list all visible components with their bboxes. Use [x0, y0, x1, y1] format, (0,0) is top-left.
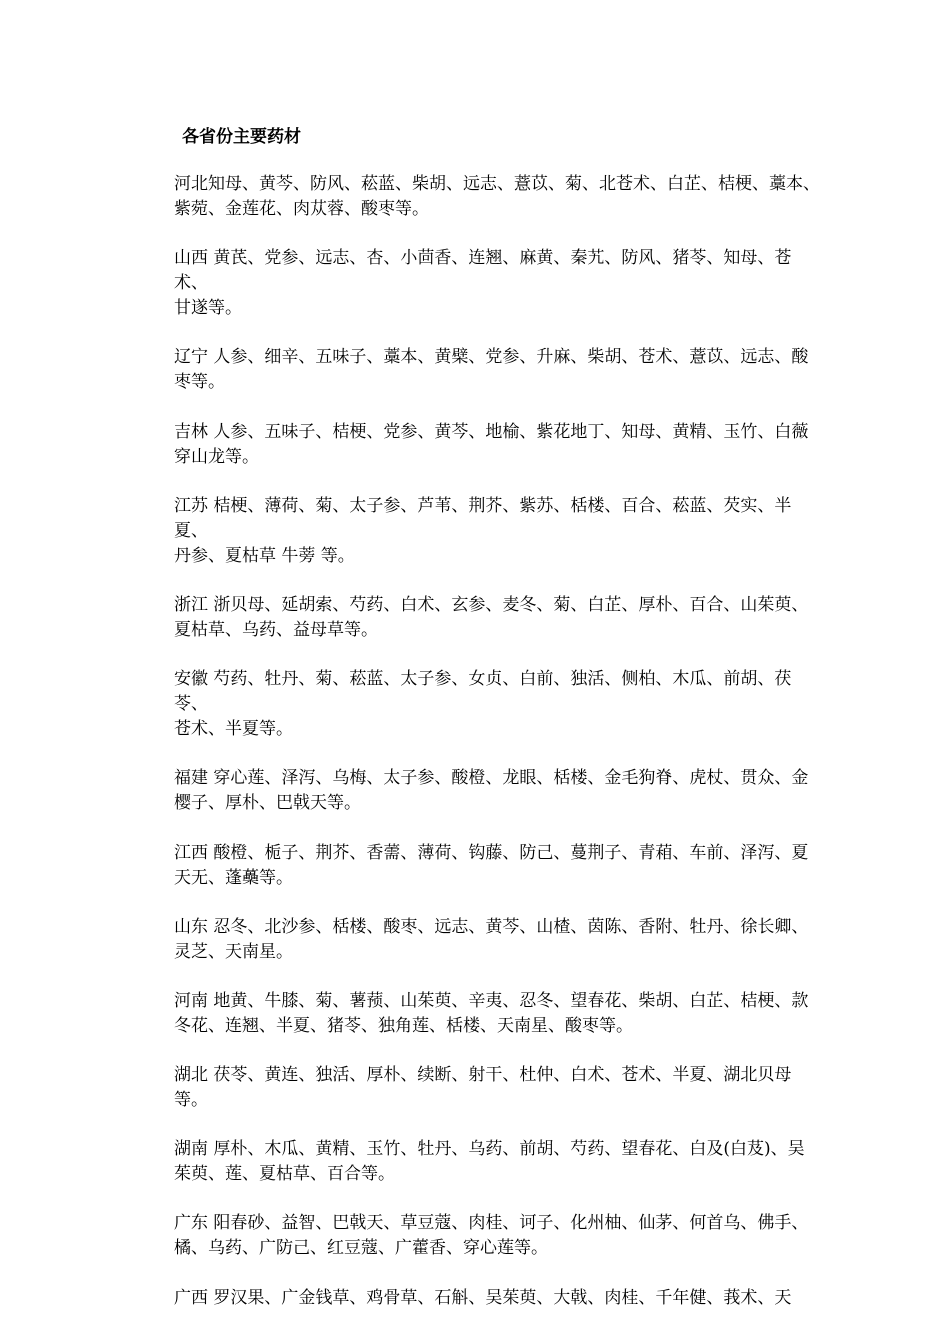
entry-line: 江西 酸橙、栀子、荆芥、香薷、薄荷、钩藤、防己、蔓荆子、青葙、车前、泽泻、夏 [174, 842, 809, 863]
entry-line: 辽宁 人参、细辛、五味子、藁本、黄檗、党参、升麻、柴胡、苍术、薏苡、远志、酸 [174, 347, 809, 368]
province-entry-hunan [174, 1137, 824, 1187]
entry-line: 广东 阳春砂、益智、巴戟天、草豆蔻、肉桂、诃子、化州柚、仙茅、何首乌、佛手、 [174, 1213, 809, 1234]
entry-line: 湖南 厚朴、木瓜、黄精、玉竹、牡丹、乌药、前胡、芍药、望春花、白及(白芨)、吴 [174, 1139, 805, 1160]
entry-line: 河南 地黄、牛膝、菊、薯蓣、山茱萸、辛夷、忍冬、望春花、柴胡、白芷、桔梗、款 [174, 990, 809, 1011]
entry-line: 夏枯草、乌药、益母草等。 [174, 619, 378, 640]
province-entry-liaoning [174, 345, 824, 395]
entry-line: 山西 黄芪、党参、远志、杏、小茴香、连翘、麻黄、秦艽、防风、猪苓、知母、苍术、 [174, 248, 792, 294]
entry-line: 苍术、半夏等。 [174, 719, 293, 740]
entry-line: 丹参、夏枯草 牛蒡 等。 [174, 545, 355, 566]
entry-line: 甘遂等。 [174, 298, 242, 319]
document-title: 各省份主要药材 [182, 127, 301, 147]
province-herb-list [174, 172, 824, 1335]
entry-line: 福建 穿心莲、泽泻、乌梅、太子参、酸橙、龙眼、栝楼、金毛狗脊、虎杖、贯众、金 [174, 768, 809, 789]
province-entry-guangxi [174, 1286, 824, 1311]
entry-line: 江苏 桔梗、薄荷、菊、太子参、芦苇、荆芥、紫苏、栝楼、百合、菘蓝、芡实、半夏、 [174, 495, 792, 541]
entry-line: 樱子、厚朴、巴戟天等。 [174, 793, 361, 814]
entry-line: 紫菀、金莲花、肉苁蓉、酸枣等。 [174, 199, 429, 219]
entry-line: 茱萸、莲、夏枯草、百合等。 [174, 1164, 395, 1185]
entry-line: 广西 罗汉果、广金钱草、鸡骨草、石斛、吴茱萸、大戟、肉桂、千年健、莪术、天 [174, 1287, 792, 1308]
province-entry-zhejiang [174, 593, 824, 643]
province-entry-anhui [174, 667, 824, 742]
province-entry-hubei [174, 1063, 824, 1113]
entry-line: 河北知母、黄芩、防风、菘蓝、柴胡、远志、薏苡、菊、北苍术、白芷、桔梗、藁本、 [174, 174, 820, 194]
province-entry-shanxi [174, 246, 824, 321]
province-entry-shandong [174, 915, 824, 965]
province-entry-henan [174, 989, 824, 1039]
province-entry-guangdong [174, 1211, 824, 1261]
entry-line: 橘、乌药、广防己、红豆蔻、广藿香、穿心莲等。 [174, 1238, 548, 1259]
province-entry-jilin [174, 420, 824, 470]
entry-line: 枣等。 [174, 372, 225, 393]
province-entry-jiangxi [174, 841, 824, 891]
province-entry-fujian [174, 766, 824, 816]
entry-line: 冬花、连翘、半夏、猪苓、独角莲、栝楼、天南星、酸枣等。 [174, 1015, 633, 1036]
province-entry-jiangsu [174, 494, 824, 569]
entry-line: 穿山龙等。 [174, 446, 259, 467]
entry-line: 天无、蓬蘽等。 [174, 867, 293, 888]
entry-line: 浙江 浙贝母、延胡索、芍药、白术、玄参、麦冬、菊、白芷、厚朴、百合、山茱萸、 [174, 594, 809, 615]
province-entry-hebei [174, 172, 824, 222]
entry-line: 安徽 芍药、牡丹、菊、菘蓝、太子参、女贞、白前、独活、侧柏、木瓜、前胡、茯苓、 [174, 669, 792, 715]
entry-line: 山东 忍冬、北沙参、栝楼、酸枣、远志、黄芩、山楂、茵陈、香附、牡丹、徐长卿、 [174, 916, 809, 937]
entry-line: 湖北 茯苓、黄连、独活、厚朴、续断、射干、杜仲、白术、苍术、半夏、湖北贝母等。 [174, 1065, 792, 1111]
entry-line: 灵芝、天南星。 [174, 941, 293, 962]
entry-line: 吉林 人参、五味子、桔梗、党参、黄芩、地榆、紫花地丁、知母、黄精、玉竹、白薇 [174, 421, 809, 442]
